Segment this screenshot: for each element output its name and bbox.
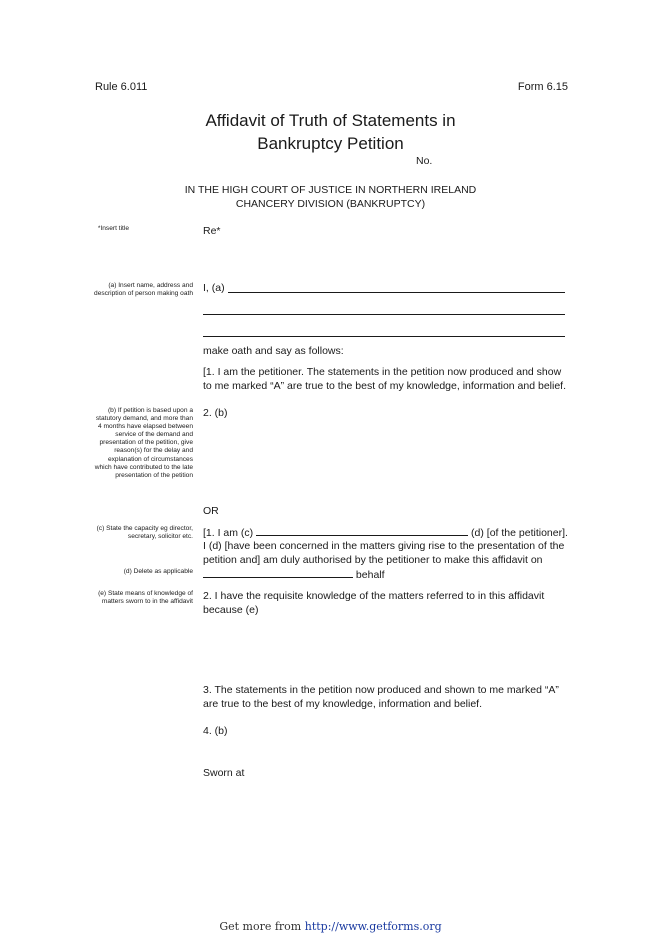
paragraph-1: [1. I am the petitioner. The statements in the petition now produced and show to me marked “A” are true to the best of my knowledge, information and belief.	[203, 366, 567, 392]
note-insert-title: *Insert title	[97, 225, 129, 232]
footer	[0, 920, 661, 933]
capacity-suffix: (d) [of the petitioner].	[471, 527, 568, 539]
court-line-2: CHANCERY DIVISION (BANKRUPTCY)	[235, 198, 426, 210]
behalf-line	[203, 567, 385, 581]
note-c: (c) State the capacity eg director, secretary, solicitor etc.	[96, 525, 193, 541]
deponent-line-1[interactable]	[228, 292, 565, 293]
deponent-line-3[interactable]	[203, 336, 565, 337]
behalf-field[interactable]	[203, 567, 353, 578]
paragraph-1-alt-rest: I (d) [have been concerned in the matters giving rise to the presentation of the petition and] am duly authorised by the petitioner to make this affidavit on	[203, 540, 565, 566]
note-e: (e) State means of knowledge of matters sworn to in the affidavit	[98, 590, 193, 606]
paragraph-2: 2. I have the requisite knowledge of the matters referred to in this affidavit because (e)	[203, 590, 545, 616]
deponent-line-2[interactable]	[203, 314, 565, 315]
re-label: Re*	[203, 225, 221, 237]
court-line-1: IN THE HIGH COURT OF JUSTICE IN NORTHERN IRELAND	[184, 184, 477, 196]
paragraph-1-alt-first-line	[203, 525, 568, 539]
footer-link[interactable]: http://www.getforms.org	[304, 920, 442, 933]
oath-text: make oath and say as follows:	[203, 345, 344, 357]
form-number: Form 6.15	[517, 81, 568, 93]
title-line-2: Bankruptcy Petition	[257, 134, 404, 153]
or-label: OR	[203, 505, 219, 517]
rule-number: Rule 6.011	[95, 81, 148, 93]
sworn-at-label: Sworn at	[203, 767, 245, 779]
deponent-label: I, (a)	[203, 282, 225, 294]
footer-prefix: Get more from	[219, 920, 302, 933]
paragraph-2b: 2. (b)	[203, 407, 228, 419]
paragraph-4b: 4. (b)	[203, 725, 228, 737]
number-label: No.	[416, 155, 433, 167]
behalf-label: behalf	[355, 569, 385, 581]
court-heading	[0, 183, 661, 211]
note-b: (b) If petition is based upon a statutory demand, and more than 4 months have elapsed between service of the demand and presentation of the petition, give reason(s) for the delay and explanation of circumstances which have contributed to the late presentation of the petition	[94, 407, 193, 479]
title-line-1: Affidavit of Truth of Statements in	[205, 111, 456, 130]
paragraph-3: 3. The statements in the petition now produced and shown to me marked “A” are true to the best of my knowledge, information and belief.	[203, 684, 559, 710]
note-d: (d) Delete as applicable	[123, 568, 193, 575]
capacity-field[interactable]	[256, 525, 468, 536]
note-a: (a) Insert name, address and description of person making oath	[94, 282, 193, 298]
capacity-prefix: [1. I am (c)	[203, 527, 254, 539]
